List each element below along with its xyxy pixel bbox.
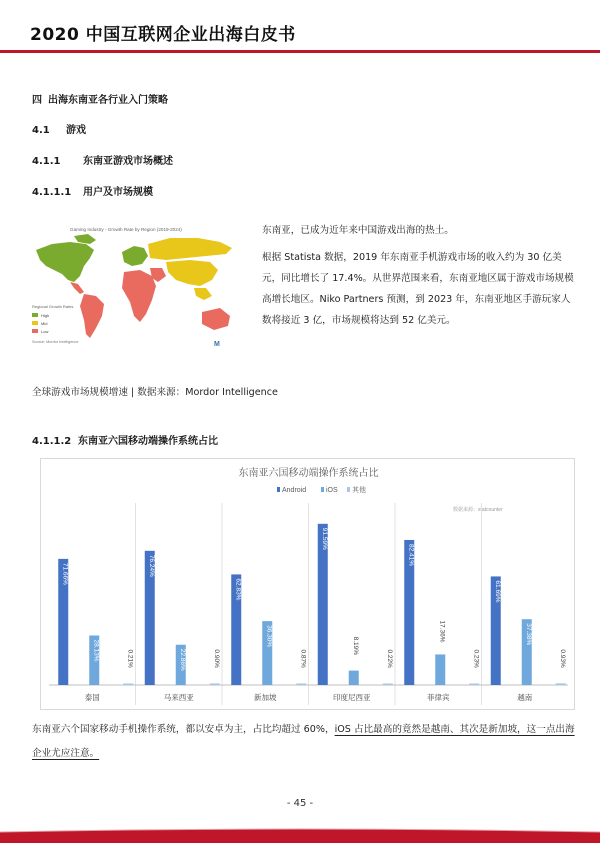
data-label-ios-2: 36.30% (265, 625, 273, 648)
legend-label-1: iOS (326, 487, 338, 494)
map-legend-swatch-mid (32, 321, 38, 325)
heading-4-1-1-1-text: 用户及市场规模 (83, 187, 153, 198)
map-region-greenland (74, 234, 96, 244)
summary-plain-text: 东南亚六个国家移动手机操作系统，都以安卓为主，占比均超过 60%， (32, 724, 335, 735)
os-share-chart (40, 458, 575, 710)
map-region-north-america (36, 242, 94, 282)
data-label-其他-4: 0.23% (472, 649, 480, 668)
heading-4-1-1-number: 4.1.1 (32, 156, 61, 167)
document-title: 2020 中国互联网企业出海白皮书 (30, 25, 296, 45)
page-number: - 45 - (286, 798, 314, 809)
map-region-southeast-asia (194, 288, 212, 300)
bar-其他-4 (469, 684, 479, 686)
map-region-africa (122, 270, 156, 322)
bar-其他-0 (123, 684, 133, 686)
map-region-south-america (80, 294, 104, 338)
category-label-1: 马来西亚 (163, 693, 194, 702)
data-label-其他-1: 0.90% (212, 649, 220, 668)
data-label-其他-0: 0.21% (126, 649, 134, 668)
map-source-note: Source: Mordor Intelligence (32, 340, 79, 344)
map-legend-low: Low (41, 329, 49, 334)
world-growth-map-figure (30, 222, 242, 352)
map-legend-mid: Mid (41, 321, 48, 326)
footer-band (0, 826, 600, 843)
data-label-其他-3: 0.22% (385, 649, 393, 668)
data-label-android-0: 71.66% (61, 562, 69, 585)
heading-4-1-1-1 (32, 183, 153, 198)
bar-其他-5 (556, 683, 566, 685)
map-legend-high: High (41, 313, 50, 318)
bar-ios-4 (435, 654, 445, 685)
data-label-ios-0: 28.13% (92, 639, 100, 662)
legend-label-2: 其他 (352, 487, 366, 494)
heading-4-1-number: 4.1 (32, 125, 50, 136)
page-header (0, 0, 600, 52)
legend-label-0: Android (282, 487, 307, 494)
heading-4-1-1-text: 东南亚游戏市场概述 (83, 156, 173, 167)
chart-title: 东南亚六国移动端操作系统占比 (238, 468, 379, 479)
map-title: Gaming Industry - Growth Rate by Region (2019-2024) (70, 227, 182, 232)
map-legend-swatch-high (32, 313, 38, 317)
map-region-asia (166, 260, 218, 286)
legend-swatch-2 (347, 487, 350, 492)
category-label-0: 泰国 (84, 693, 100, 702)
bar-其他-2 (296, 683, 306, 685)
heading-4 (32, 91, 168, 106)
header-rule (0, 50, 600, 53)
category-label-2: 新加坡 (254, 693, 277, 702)
map-legend-swatch-low (32, 329, 38, 333)
heading-4-1-text: 游戏 (66, 125, 86, 136)
heading-4-text: 出海东南亚各行业入门策略 (48, 95, 168, 106)
heading-4-1-1-2 (32, 432, 218, 447)
data-label-其他-5: 0.93% (558, 649, 566, 668)
data-label-ios-3: 8.19% (351, 636, 359, 656)
map-legend-title: Regional Growth Rates (32, 304, 74, 309)
heading-4-1-1-2-text: 东南亚六国移动端操作系统占比 (78, 436, 218, 447)
footer-red-band (0, 829, 600, 843)
data-label-android-3: 91.59% (320, 527, 328, 550)
category-label-5: 越南 (517, 693, 533, 702)
category-label-3: 印度尼西亚 (333, 693, 371, 702)
map-figure-caption: 全球游戏市场规模增速 | 数据来源：Mordor Intelligence (32, 387, 278, 398)
intro-text (262, 220, 574, 331)
data-label-ios-4: 17.36% (438, 620, 446, 643)
heading-4-1 (32, 121, 86, 136)
data-label-android-1: 76.24% (147, 554, 155, 577)
map-region-europe (122, 246, 148, 266)
heading-4-1-1-1-number: 4.1.1.1 (32, 187, 72, 198)
intro-paragraph-2: 根据 Statista 数据，2019 年东南亚手机游戏市场的收入约为 30 亿美元，同比增长了 17.4%。从世界范围来看，东南亚地区属于游戏市场规模高增长地区。Niko Partners 预测，到 2023 年，东南亚地区手游玩家人数将接近 3 亿，市场规模将达到 52 亿美元。 (262, 252, 574, 326)
legend-swatch-0 (277, 487, 280, 492)
data-label-ios-5: 37.38% (524, 623, 532, 646)
heading-4-1-1 (32, 152, 173, 167)
footer-band-graphic (0, 826, 600, 843)
map-region-north-asia (148, 238, 232, 260)
mordor-logo: M (214, 341, 220, 348)
map-region-australia (202, 308, 230, 330)
heading-4-number: 四 (32, 95, 42, 106)
chart-source-note: 数据来源：statcounter (453, 507, 503, 513)
data-label-ios-1: 22.86% (178, 648, 186, 671)
heading-4-1-1-2-number: 4.1.1.2 (32, 436, 72, 447)
category-label-4: 菲律宾 (427, 693, 450, 702)
intro-paragraph-1: 东南亚，已成为近年来中国游戏出海的热土。 (262, 225, 454, 236)
bar-ios-3 (349, 671, 359, 685)
os-share-chart-svg (41, 459, 576, 711)
data-label-android-4: 82.41% (407, 543, 415, 567)
summary-underlined-text: iOS 占比最高的竟然是越南、其次是新加坡，这一点出海企业尤应注意。 (32, 724, 575, 759)
data-label-android-5: 61.69% (493, 580, 501, 603)
legend-swatch-1 (321, 487, 324, 492)
world-map-graphic (30, 222, 242, 352)
bar-其他-3 (383, 684, 393, 686)
map-region-central-america (70, 282, 84, 294)
data-label-其他-2: 0.87% (299, 649, 307, 668)
bar-其他-1 (210, 683, 220, 685)
chart-summary (32, 718, 577, 766)
data-label-android-2: 62.83% (234, 578, 242, 601)
